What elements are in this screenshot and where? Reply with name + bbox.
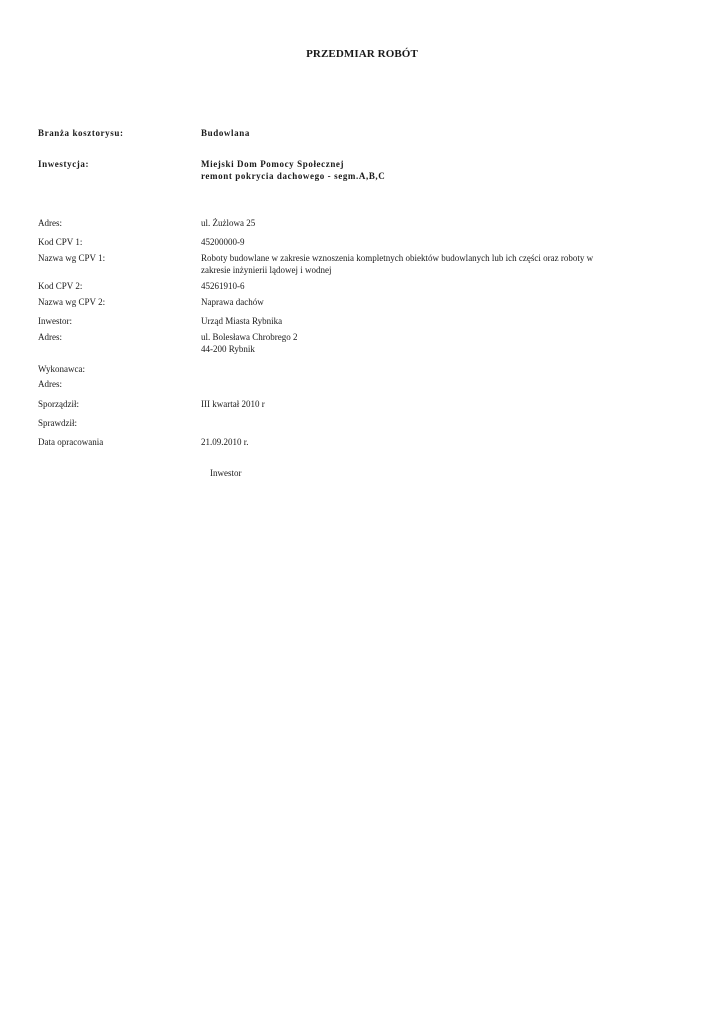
nazwa-cpv1-line1: Roboty budowlane w zakresie wznoszenia kompletnych obiektów budowlanych lub ich części oraz roboty w xyxy=(201,253,594,263)
branza-label: Branża kosztorysu: xyxy=(38,128,124,138)
sporzadzil-label: Sporządził: xyxy=(38,399,79,409)
branza-value: Budowlana xyxy=(201,128,250,138)
adres1-value: ul. Żużlowa 25 xyxy=(201,218,256,228)
inwestor-value: Urząd Miasta Rybnika xyxy=(201,316,283,326)
nazwa-cpv1-line2: zakresie inżynierii lądowej i wodnej xyxy=(201,265,332,275)
sprawdzil-label: Sprawdził: xyxy=(38,418,77,428)
inwestor-label: Inwestor: xyxy=(38,316,72,326)
kod-cpv2-label: Kod CPV 2: xyxy=(38,281,83,291)
data-opracowania-value: 21.09.2010 r. xyxy=(201,437,249,447)
inwestycja-label: Inwestycja: xyxy=(38,159,90,169)
nazwa-cpv2-value: Naprawa dachów xyxy=(201,297,264,307)
kod-cpv2-value: 45261910-6 xyxy=(201,281,245,291)
nazwa-cpv2-label: Nazwa wg CPV 2: xyxy=(38,297,106,307)
kod-cpv1-value: 45200000-9 xyxy=(201,237,245,247)
inwestycja-line1: Miejski Dom Pomocy Społecznej xyxy=(201,159,345,169)
adres1-label: Adres: xyxy=(38,218,62,228)
nazwa-cpv1-label: Nazwa wg CPV 1: xyxy=(38,253,106,263)
adres2-line2: 44-200 Rybnik xyxy=(201,344,255,354)
adres2-line1: ul. Bolesława Chrobrego 2 xyxy=(201,332,298,342)
data-opracowania-label: Data opracowania xyxy=(38,437,104,447)
wykonawca-label: Wykonawca: xyxy=(38,364,85,374)
adres2-label: Adres: xyxy=(38,332,62,342)
document-title: PRZEDMIAR ROBÓT xyxy=(306,48,418,60)
inwestycja-line2: remont pokrycia dachowego - segm.A,B,C xyxy=(201,171,386,181)
sporzadzil-value: III kwartał 2010 r xyxy=(201,399,265,409)
inwestor-signature-label: Inwestor xyxy=(210,468,242,478)
adres3-label: Adres: xyxy=(38,379,62,389)
kod-cpv1-label: Kod CPV 1: xyxy=(38,237,83,247)
